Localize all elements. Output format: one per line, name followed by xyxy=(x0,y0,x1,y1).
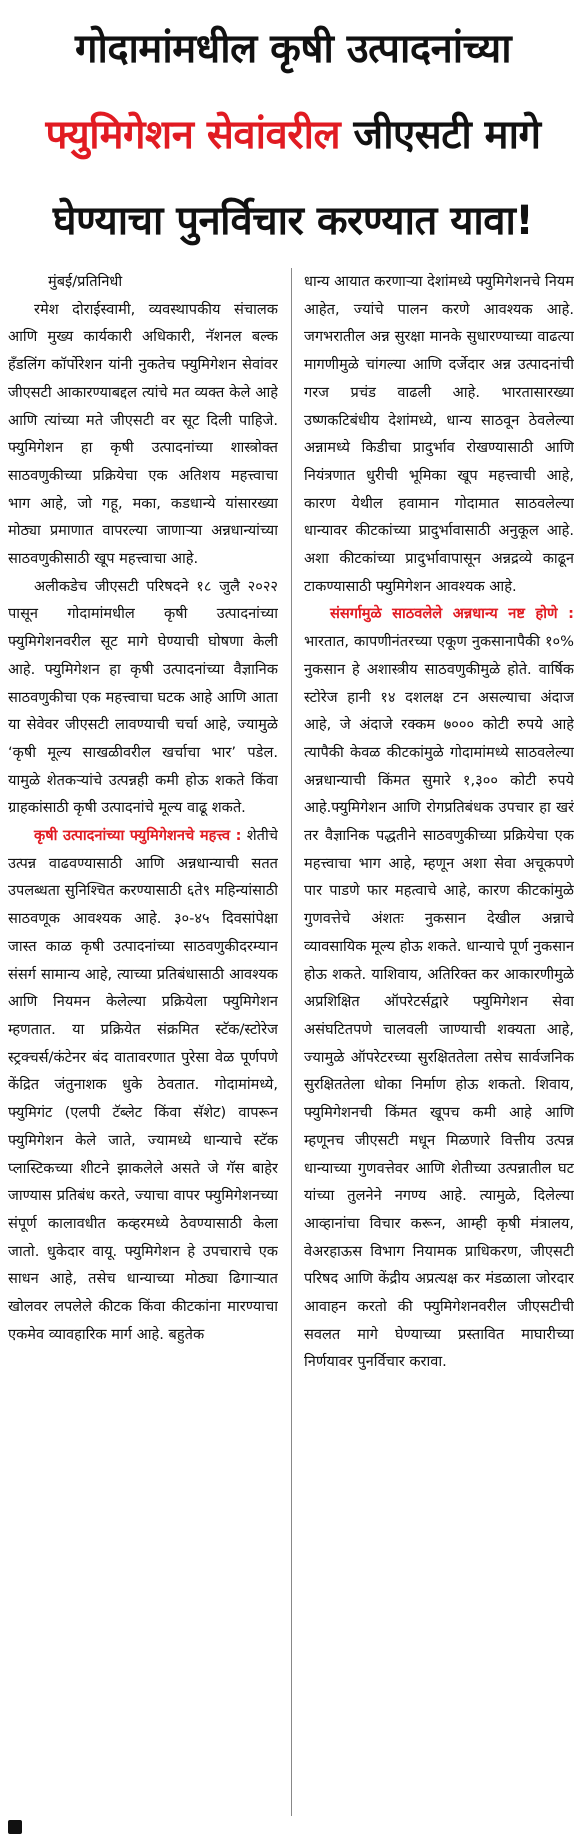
column-divider xyxy=(291,268,292,1816)
section-subhead: संसर्गामुळे साठवलेले अन्नधान्य नष्ट होणे : xyxy=(330,605,574,623)
headline-line-2-red: फ्युमिगेशन सेवांवरील xyxy=(45,112,341,158)
headline-line-2 xyxy=(8,92,578,178)
article-column-left xyxy=(8,268,278,1824)
article-column-right xyxy=(304,268,574,1824)
article-paragraph: रमेश दोराईस्वामी, व्यवस्थापकीय संचालक आणि मुख्य कार्यकारी अधिकारी, नॅशनल बल्क हँडलिंग कॉर्पोरेशन यांनी नुकतेच फ्युमिगेशन सेवांवर जीएसटी आकारण्याबद्दल त्यांचे मत व्यक्त केले आहे आणि त्यांच्या मते जीएसटी वर सूट दिली पाहिजे. फ्युमिगेशन हा कृषी उत्पादनांच्या शास्त्रोक्त साठवणुकीच्या प्रक्रियेचा एक अतिशय महत्त्वाचा भाग आहे, जो गहू, मका, कडधान्ये यांसारख्या मोठ्या प्रमाणात वापरल्या जाणाऱ्या अन्नधान्यांच्या साठवणुकीसाठी खूप महत्त्वाचा आहे. xyxy=(8,300,278,568)
paragraph-text: शेतीचे उत्पन्न वाढवण्यासाठी आणि अन्नधान्याची सतत उपलब्धता सुनिश्चित करण्यासाठी ६ते९ महिन्यांसाठी साठवणूक आवश्यक आहे. ३०-४५ दिवसांपेक्षा जास्त काळ कृषी उत्पादनांच्या साठवणुकीदरम्यान संसर्ग सामान्य आहे, त्याच्या प्रतिबंधासाठी आवश्यक आणि नियमन केलेल्या प्रक्रियेला फ्युमिगेशन म्हणतात. या प्रक्रियेत संक्रमित स्टॅक/स्टोरेज स्ट्रक्चर्स/कंटेनर बंद वातावरणात पुरेसा वेळ पूर्णपणे केंद्रित जंतुनाशक धुके ठेवतात. गोदामांमध्ये, फ्युमिगंट (एलपी टॅब्लेट किंवा सॅशेट) वापरून फ्युमिगेशन केले जाते, ज्यामध्ये धान्याचे स्टॅक प्लास्टिकच्या शीटने झाकलेले असते जे गॅस बाहेर जाण्यास प्रतिबंध करते, ज्याचा वापर फ्युमिगेशनच्या संपूर्ण कालावधीत कव्हरमध्ये ठेवण्यासाठी केला जातो. धुकेदार वायू. फ्युमिगेशन हे उपचाराचे एक साधन आहे, तसेच धान्याच्या मोठ्या ढिगाऱ्यात खोलवर लपलेले कीटक किंवा कीटकांना मारण्याचा एकमेव व्यावहारिक मार्ग आहे. बहुतेक xyxy=(8,827,278,1343)
article-paragraph xyxy=(304,600,574,1376)
article-paragraph: अलीकडेच जीएसटी परिषदने १८ जुलै २०२२ पासून गोदामांमधील कृषी उत्पादनांच्या फ्युमिगेशनवरील सूट मागे घेण्याची घोषणा केली आहे. फ्युमिगेशन हा कृषी उत्पादनांच्या वैज्ञानिक साठवणुकीचा एक महत्त्वाचा घटक आहे आणि आता या सेवेवर जीएसटी लावण्याची चर्चा आहे, ज्यामुळे ‘कृषी मूल्य साखळीवरील खर्चाचा भार’ पडेल. यामुळे शेतकऱ्यांचे उत्पन्नही कमी होऊ शकते किंवा ग्राहकांसाठी कृषी उत्पादनांचे मूल्य वाढू शकते. xyxy=(8,577,278,817)
article-paragraph xyxy=(8,822,278,1348)
end-mark xyxy=(8,1820,22,1834)
headline-line-3: घेण्याचा पुनर्विचार करण्यात यावा! xyxy=(52,198,534,244)
article-paragraph: धान्य आयात करणाऱ्या देशांमध्ये फ्युमिगेशनचे नियम आहेत, ज्यांचे पालन करणे आवश्यक आहे. जगभरातील अन्न सुरक्षा मानके सुधारण्याच्या वाढत्या मागणीमुळे चांगल्या आणि दर्जेदार अन्न उत्पादनांची गरज प्रचंड वाढली आहे. भारतासारख्या उष्णकटिबंधीय देशांमध्ये, धान्य साठवून ठेवलेल्या अन्नामध्ये किडीचा प्रादुर्भाव रोखण्यासाठी आणि नियंत्रणात धुरीची भूमिका खूप महत्त्वाची आहे, कारण येथील हवामान गोदामात साठवलेल्या धान्यावर कीटकांच्या प्रादुर्भावासाठी अनुकूल आहे. अशा कीटकांच्या प्रादुर्भावापासून अन्नद्रव्ये काढून टाकण्यासाठी फ्युमिगेशन आवश्यक आहे. xyxy=(304,273,574,595)
paragraph-text: भारतात, कापणीनंतरच्या एकूण नुकसानापैकी १०% नुकसान हे अशास्त्रीय साठवणुकीमुळे होते. वार्षिक स्टोरेज हानी १४ दशलक्ष टन असल्याचा अंदाज आहे, जे अंदाजे रक्कम ७००० कोटी रुपये आहे त्यापैकी केवळ कीटकांमुळे गोदामांमध्ये साठवलेल्या अन्नधान्याची किंमत सुमारे १,३०० कोटी रुपये आहे.फ्युमिगेशन आणि रोगप्रतिबंधक उपचार हा खरं तर वैज्ञानिक पद्धतीने साठवणुकीच्या प्रक्रियेचा एक महत्त्वाचा भाग आहे, म्हणून अशा सेवा अचूकपणे पार पाडणे फार महत्वाचे आहे, कारण कीटकांमुळे गुणवत्तेचे अंशतः नुकसान देखील अन्नाचे व्यावसायिक मूल्य होऊ शकते. धान्याचे पूर्ण नुकसान होऊ शकते. याशिवाय, अतिरिक्त कर आकारणीमुळे अप्रशिक्षित ऑपरेटर्सद्वारे फ्युमिगेशन सेवा असंघटितपणे चालवली जाण्याची शक्यता आहे, ज्यामुळे ऑपरेटरच्या सुरक्षिततेला तसेच सार्वजनिक सुरक्षिततेला धोका निर्माण होऊ शकतो. शिवाय, फ्युमिगेशनची किंमत खूपच कमी आहे आणि म्हणूनच जीएसटी मधून मिळणारे वित्तीय उत्पन्न धान्याच्या गुणवत्तेवर आणि शेतीच्या उत्पन्नातील घट यांच्या तुलनेने नगण्य आहे. त्यामुळे, दिलेल्या आव्हानांचा विचार करून, आम्ही कृषी मंत्रालय, वेअरहाऊस विभाग नियामक प्राधिकरण, जीएसटी परिषद आणि केंद्रीय अप्रत्यक्ष कर मंडळाला जोरदार आवाहन करतो की फ्युमिगेशनवरील जीएसटीची सवलत मागे घेण्याच्या प्रस्तावित माघारीच्या निर्णयावर पुनर्विचार करावा. xyxy=(304,633,574,1371)
section-subhead: कृषी उत्पादनांच्या फ्युमिगेशनचे महत्त्व : xyxy=(34,827,242,845)
headline-line-1: गोदामांमधील कृषी उत्पादनांच्या xyxy=(74,26,512,72)
dateline: मुंबई/प्रतिनिधी xyxy=(48,273,123,290)
headline-line-2-black: जीएसटी मागे xyxy=(340,112,541,158)
headline xyxy=(8,6,578,264)
